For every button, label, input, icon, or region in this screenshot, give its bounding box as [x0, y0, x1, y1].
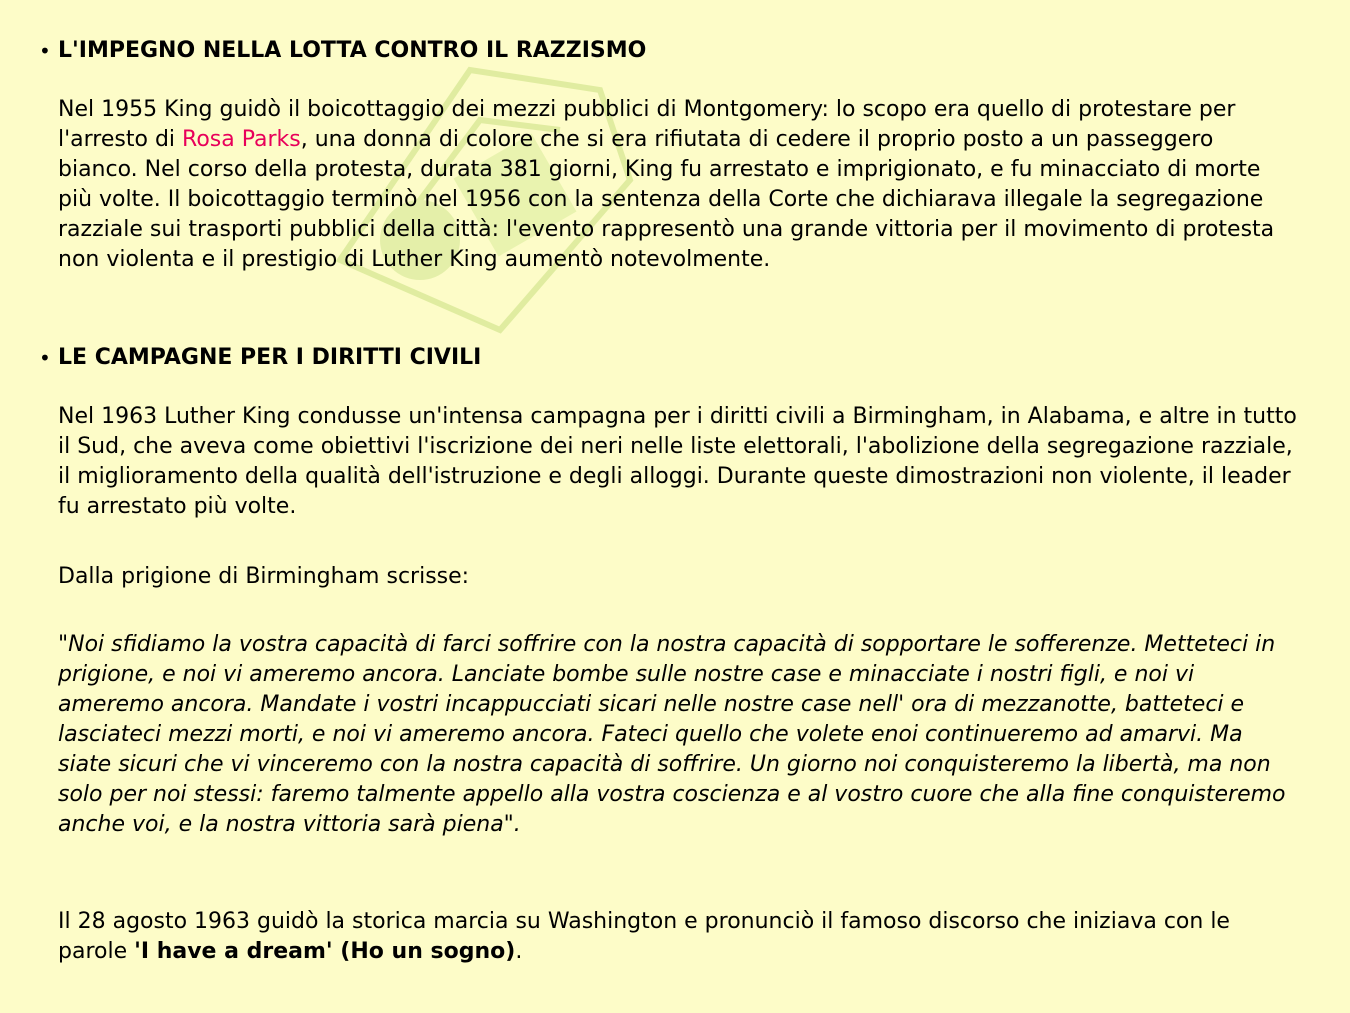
section2-paragraph-3-text-1: Il 28 agosto 1963 guidò la storica marcia su Washington e pronunciò il famoso discorso che iniziava con le parole — [58, 909, 1230, 964]
rosa-parks-link[interactable]: Rosa Parks — [182, 127, 301, 152]
i-have-a-dream-bold: 'I have a dream' (Ho un sogno) — [134, 939, 516, 964]
section2-paragraph-1: Nel 1963 Luther King condusse un'intensa campagna per i diritti civili a Birmingham, in Alabama, e altre in tutto il Sud, che aveva come obiettivi l'iscrizione dei neri nelle liste elettorali, l'abolizione della segregazione razziale, il miglioramento della qualità dell'istruzione e degli alloggi. Durante queste dimostrazioni non violente, il leader fu arrestato più volte. — [58, 404, 1297, 519]
section1-paragraph — [58, 95, 1298, 275]
section1-heading: L'IMPEGNO NELLA LOTTA CONTRO IL RAZZISMO — [58, 38, 647, 63]
section2-heading: LE CAMPAGNE PER I DIRITTI CIVILI — [58, 345, 482, 370]
section2-paragraph-3 — [58, 907, 1298, 967]
birmingham-quote: "Noi sfidiamo la vostra capacità di farci soffrire con la nostra capacità di sopportare le sofferenze. Metteteci in prigione, e noi vi ameremo ancora. Lanciate bombe sulle nostre case e minacciate i nostri figli, e noi vi ameremo ancora. Mandate i vostri incappucciati sicari nelle nostre case nell' ora di mezzanotte, batteteci e lasciateci mezzi morti, e noi vi ameremo ancora. Fateci quello che volete enoi continueremo ad amarvi. Ma siate sicuri che vi vinceremo con la nostra capacità di soffrire. Un giorno noi conquisteremo la libertà, ma non solo per noi stessi: faremo talmente appello alla vostra coscienza e al vostro cuore che alla fine conquisteremo anche voi, e la nostra vittoria sarà piena". — [58, 632, 1286, 837]
section1-paragraph-text-2: , una donna di colore che si era rifiutata di cedere il proprio posto a un passeggero bianco. Nel corso della protesta, durata 381 giorni, King fu arrestato e imprigionato, e fu minacciato di morte più volte. Il boicottaggio terminò nel 1956 con la sentenza della Corte che dichiarava illegale la segregazione razziale sui trasporti pubblici della città: l'evento rappresentò una grande vittoria per il movimento di protesta non violenta e il prestigio di Luther King aumentò notevolmente. — [58, 127, 1275, 272]
section1-paragraph-text-1: Nel 1955 King guidò il boicottaggio dei mezzi pubblici di Montgomery: lo scopo era quello di protestare per l'arresto di — [58, 97, 1236, 152]
section2-paragraph-2: Dalla prigione di Birmingham scrisse: — [58, 564, 470, 589]
section2-paragraph-3-text-2: . — [515, 939, 523, 964]
section2-bullet: • — [39, 346, 51, 370]
section1-bullet: • — [39, 39, 51, 63]
